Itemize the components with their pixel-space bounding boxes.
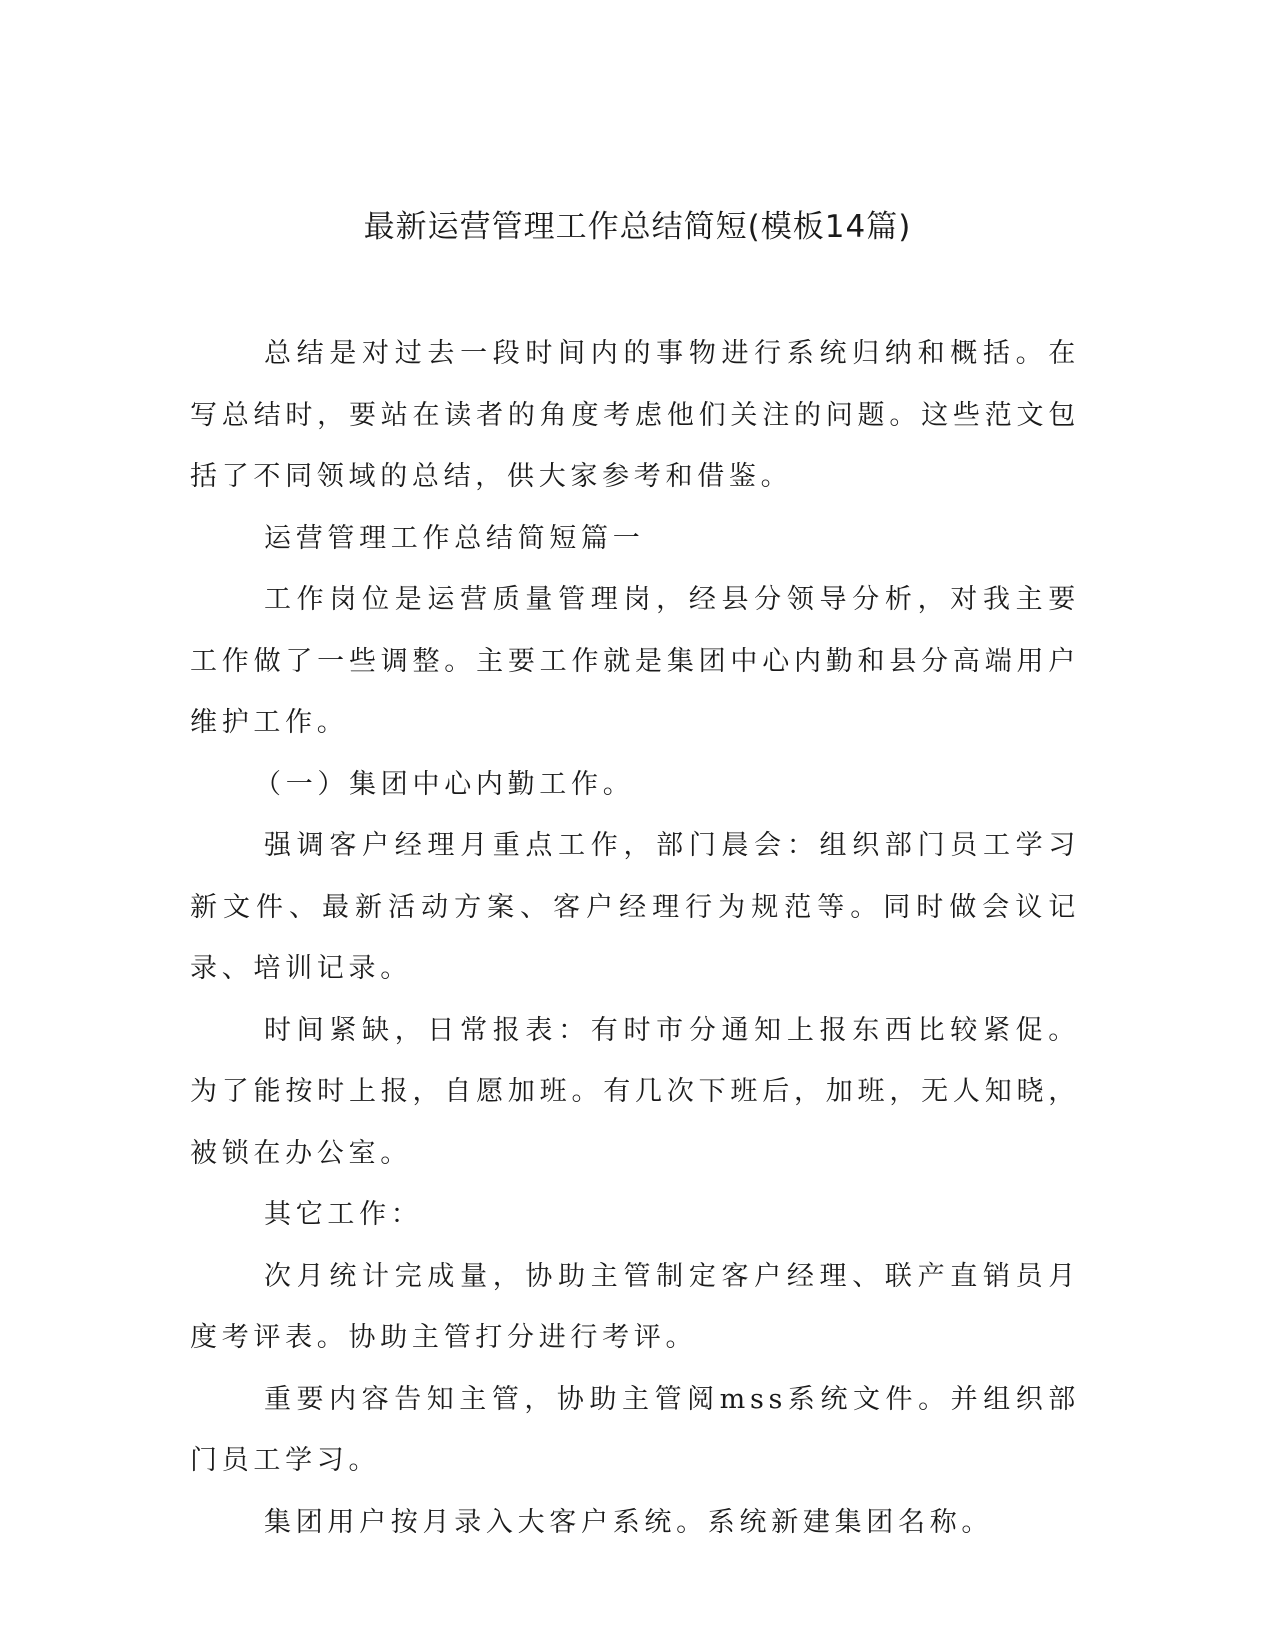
paragraph-intro: 总结是对过去一段时间内的事物进行系统归纳和概括。在写总结时，要站在读者的角度考虑他们关注的问题。这些范文包括了不同领域的总结，供大家参考和借鉴。 [190,338,1080,492]
document-body [190,323,1080,1553]
subsection-heading: （一）集团中心内勤工作。 [254,768,635,800]
section-heading: 运营管理工作总结简短篇一 [264,522,645,554]
paragraph: 强调客户经理月重点工作，部门晨会：组织部门员工学习新文件、最新活动方案、客户经理行为规范等。同时做会议记录、培训记录。 [190,830,1080,984]
paragraph: 次月统计完成量，协助主管制定客户经理、联产直销员月度考评表。协助主管打分进行考评。 [190,1260,1080,1353]
paragraph: 工作岗位是运营质量管理岗，经县分领导分析，对我主要工作做了一些调整。主要工作就是集团中心内勤和县分高端用户维护工作。 [190,584,1080,738]
document-title: 最新运营管理工作总结简短(模板14篇) [363,209,912,245]
paragraph: 其它工作： [264,1199,423,1230]
paragraph: 重要内容告知主管，协助主管阅mss系统文件。并组织部门员工学习。 [190,1383,1080,1476]
paragraph: 时间紧缺，日常报表：有时市分通知上报东西比较紧促。为了能按时上报，自愿加班。有几次下班后，加班，无人知晓，被锁在办公室。 [190,1014,1080,1169]
paragraph: 集团用户按月录入大客户系统。系统新建集团名称。 [264,1506,994,1538]
